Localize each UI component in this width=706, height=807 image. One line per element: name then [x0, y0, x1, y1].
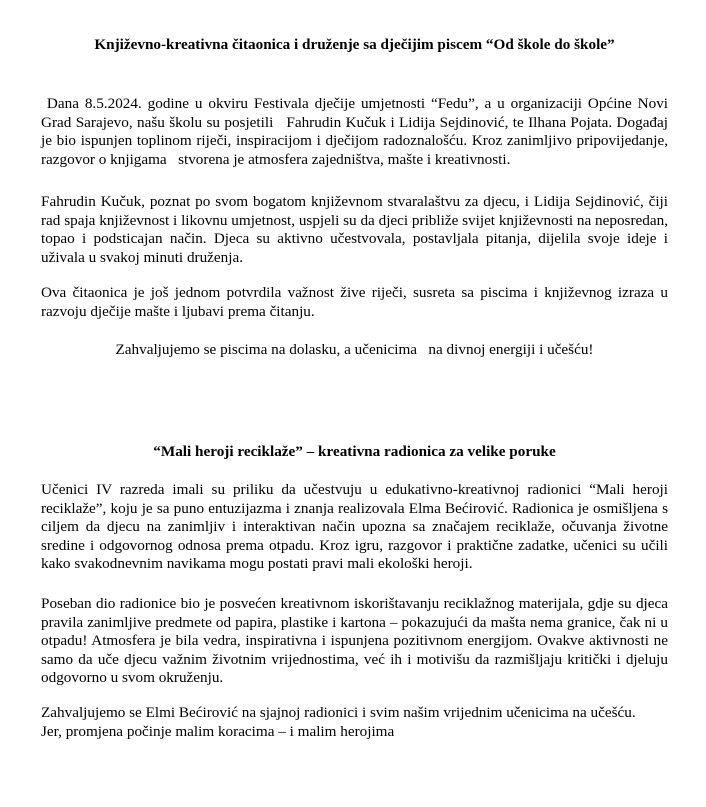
article-paragraph: Dana 8.5.2024. godine u okviru Festivala dječije umjetnosti “Fedu”, a u organizaciji Općine Novi Grad Sarajevo, našu školu su posjetili Fahrudin Kučuk i Lidija Sejdinović, te Ilhana Pojata. Događaj je bio ispunjen toplinom riječi, inspiracijom i dječijom radoznalošću. Kroz zanimljivo pripovijedanje, razgovor o knjigama stvorena je atmosfera zajedništva, mašte i kreativnosti. — [41, 95, 672, 168]
article-paragraph: Poseban dio radionice bio je posvećen kreativnom iskorištavanju reciklažnog materijala, gdje su djeca pravila zanimljive predmete od papira, plastike i kartona – pokazujući da mašta nema granice, čak ni u otpadu! Atmosfera je bila vedra, inspirativna i ispunjena pozitivnom energijom. Ovakve aktivnosti ne samo da uče djecu važnim životnim vrijednostima, već ih i motivišu da razmišljaju kritički i djeluju odgovorno u svom okruženju. — [41, 595, 668, 687]
article-title-recycling-workshop: “Mali heroji reciklaže” – kreativna radionica za velike poruke — [153, 443, 556, 460]
article-paragraph: Fahrudin Kučuk, poznat po svom bogatom književnom stvaralaštvu za djecu, i Lidija Sejdinović, čiji rad spaja književnost i likovnu umjetnost, uspjeli su da djeci približe svijet književnosti na neposredan, topao i podsticajan način. Djeca su aktivno učestvovala, postavljala pitanja, dijelila svoje ideje i uživala u svakoj minuti druženja. — [41, 193, 668, 266]
closing-line: Jer, promjena počinje malim koracima – i malim herojima — [41, 722, 395, 740]
article-thanks-line: Zahvaljujemo se piscima na dolasku, a učenicima na divnoj energiji i učešću! — [115, 341, 594, 358]
article-title-reading-room: Književno-kreativna čitaonica i druženje sa dječijim piscem “Od škole do škole” — [94, 36, 615, 53]
closing-line: Zahvaljujemo se Elmi Bećirović na sjajnoj radionici i svim našim vrijednim učenicima na učešću. — [41, 704, 636, 721]
article-paragraph: Učenici IV razreda imali su priliku da učestvuju u edukativno-kreativnoj radionici “Mali heroji reciklaže”, koju je sa puno entuzijazma i znanja realizovala Elma Bećirović. Radionica je osmišljena s ciljem da djecu na zanimljiv i interaktivan način upozna sa značajem reciklaže, očuvanja životne sredine i odgovornog odnosa prema otpadu. Kroz igru, razgovor i praktične zadatke, učenici su učili kako svakodnevnim navikama mogu postati pravi mali ekološki heroji. — [41, 481, 668, 573]
article-paragraph: Ova čitaonica je još jednom potvrdila važnost žive riječi, susreta sa piscima i književnog izraza u razvoju dječije mašte i ljubavi prema čitanju. — [41, 284, 668, 320]
article-closing-paragraph — [41, 704, 668, 741]
